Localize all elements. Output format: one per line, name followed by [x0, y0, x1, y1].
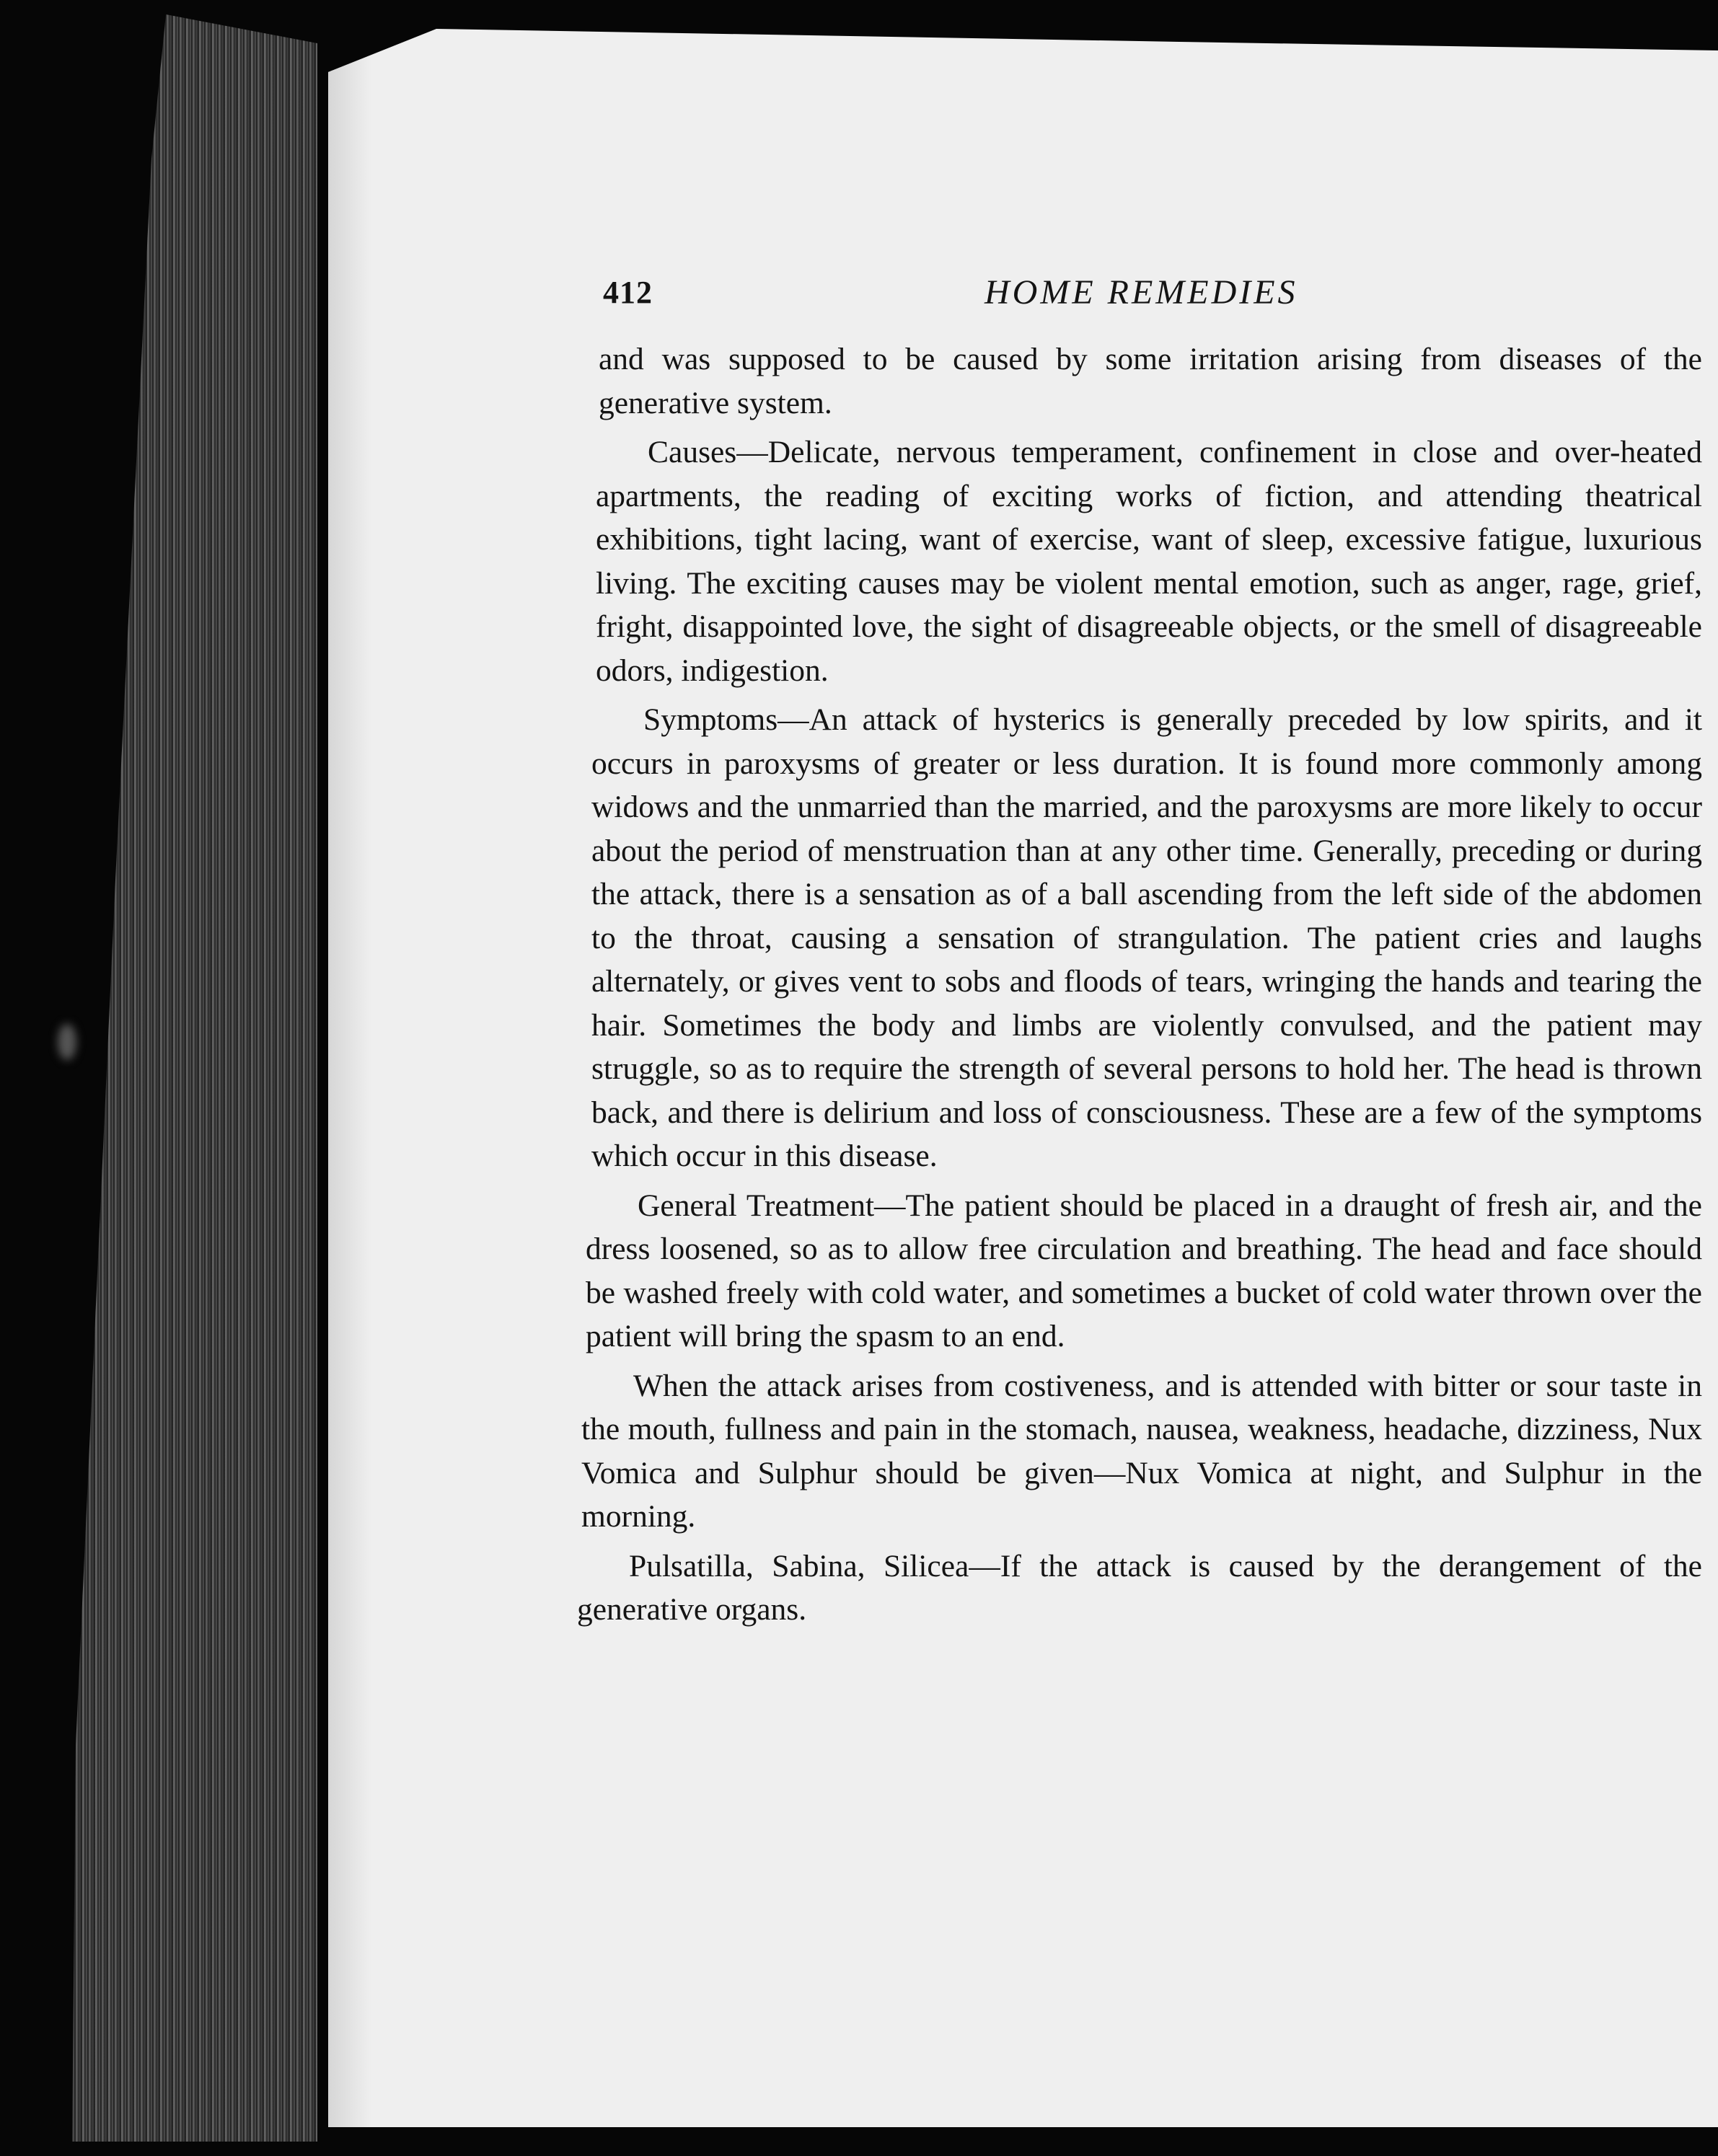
- light-glare: [58, 1024, 76, 1060]
- paragraph-costiveness: When the attack arises from costiveness, and is attended with bitter or sour taste in the mouth, fullness and pain in the stomach, nausea, weakness, headache, dizziness, Nux Vomica and Sulphur should be given—Nux Vomica at night, and Sulphur in the morning.: [581, 1368, 1702, 1534]
- running-head: [577, 274, 1702, 324]
- paragraph-symptoms: Symptoms—An attack of hysterics is generally preceded by low spirits, and it occurs in paroxysms of greater or less duration. It is found more commonly among widows and the unmarried than the married, and the paroxysms are more likely to occur about the period of menstruation than at any other time. Generally, preceding or during the attack, there is a sensation as of a ball ascending from the left side of the abdomen to the throat, causing a sensation of strangulation. The patient cries and laughs alternately, or gives vent to sobs and floods of tears, wringing the hands and tearing the hair. Sometimes the body and limbs are violently convulsed, and the patient may struggle, so as to require the strength of several persons to hold her. The head is thrown back, and there is delirium and loss of consciousness. These are a few of the symptoms which occur in this disease.: [591, 702, 1702, 1173]
- paragraph-intro: and was supposed to be caused by some irritation arising from diseases of the generative system.: [599, 342, 1702, 420]
- paragraph-causes: Causes—Delicate, nervous temperament, confinement in close and over-heated apartments, the reading of exciting works of fiction, and attending theatrical exhibitions, tight lacing, want of exercise, want of sleep, excessive fatigue, luxurious living. The exciting causes may be violent mental emotion, such as anger, rage, grief, fright, disappointed love, the sight of disagreeable objects, or the smell of disagreeable odors, indigestion.: [596, 435, 1702, 688]
- running-title: HOME REMEDIES: [984, 273, 1298, 312]
- paragraph-general-treatment: General Treatment—The patient should be placed in a draught of fresh air, and the dress loosened, so as to allow free circulation and breathing. The head and face should be washed freely with cold water, and sometimes a bucket of cold water thrown over the patient will bring the spasm to an end.: [586, 1188, 1702, 1353]
- paragraph-pulsatilla: Pulsatilla, Sabina, Silicea—If the attack is caused by the derangement of the generative organs.: [577, 1548, 1702, 1627]
- page-gutter-shadow: [328, 29, 371, 2127]
- book-page-edges: [72, 14, 317, 2142]
- page-content: [577, 274, 1702, 1638]
- page-number: 412: [603, 275, 653, 310]
